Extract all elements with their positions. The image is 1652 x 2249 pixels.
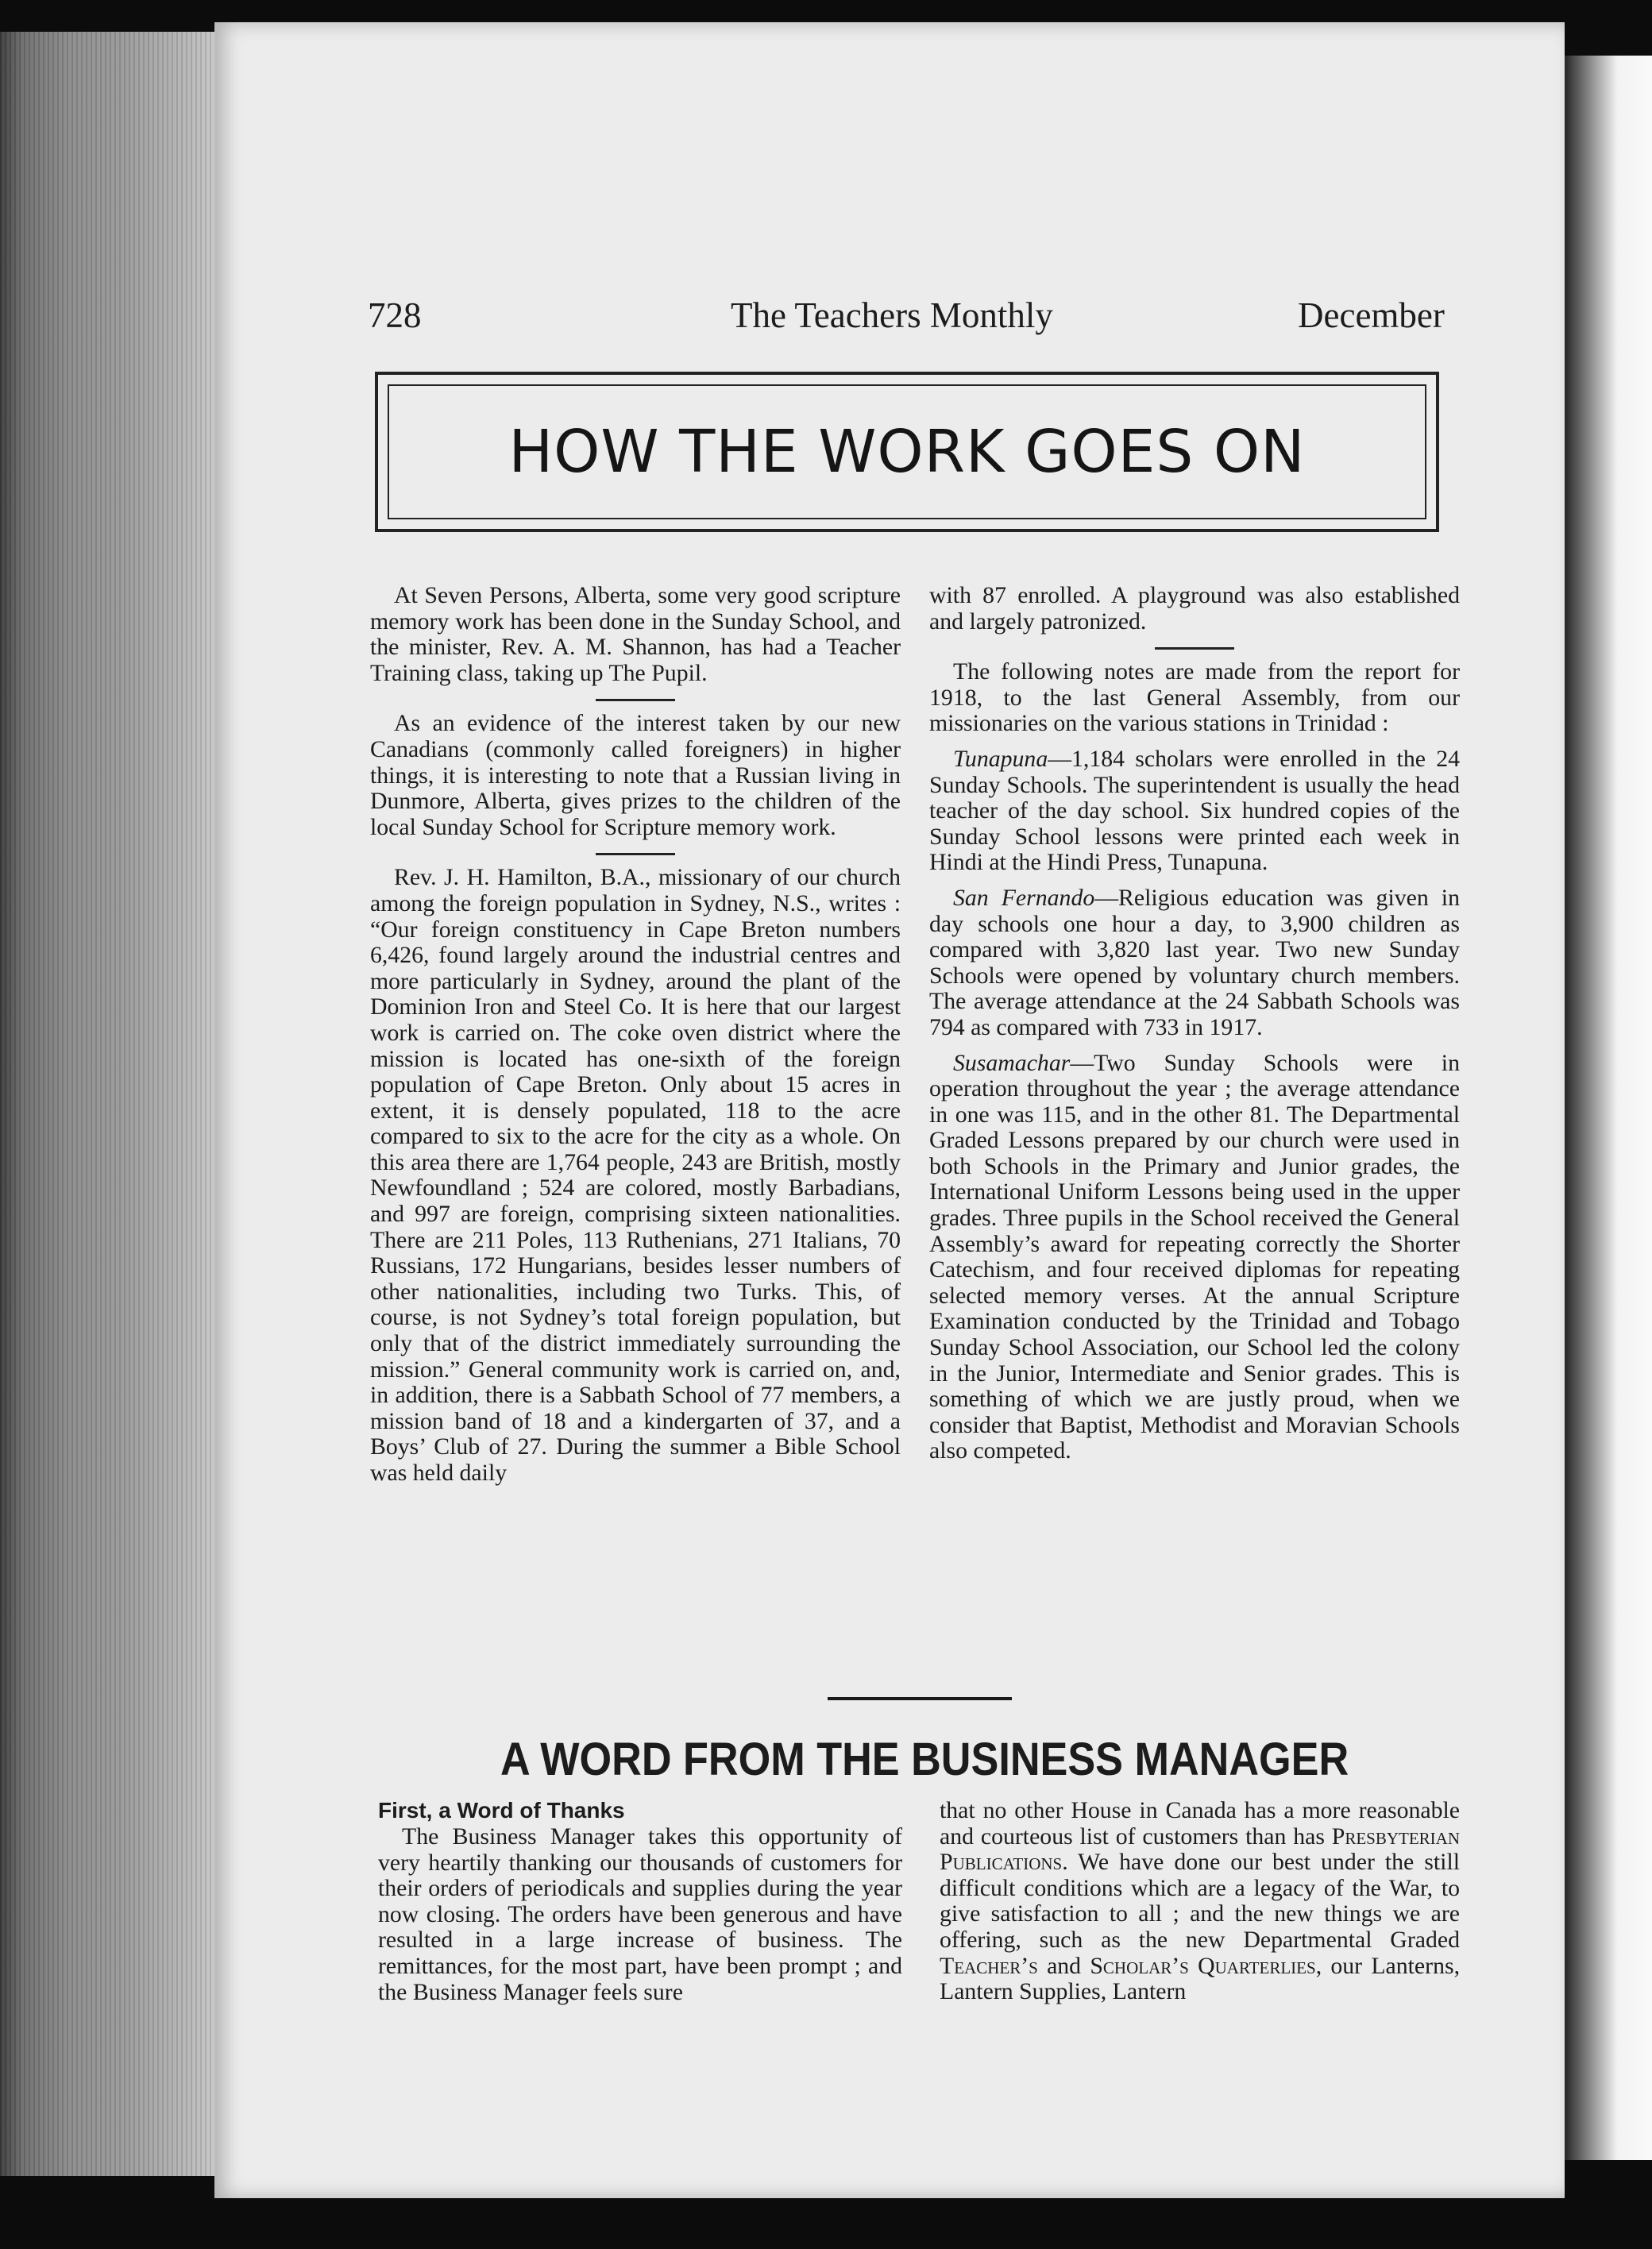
paragraph-hamilton: Rev. J. H. Hamilton, B.A., missionary of our church among the foreign population in Sydney, N.S., writes : “Our foreign constituency in Cape Breton numbers 6,426, found largely around the industrial centres and more particularly in Sydney, around the plant of the Dominion Iron and Steel Co. It is here that our largest work is carried on. The coke oven district where the mission is located has one-sixth of the foreign population of Cape Breton. Only about 15 acres in extent, it is densely populated, 118 to the acre compared to six to the acre for the city as a whole. On this area there are 1,764 people, 243 are British, mostly Newfoundland ; 524 are colored, mostly Barbadians, and 997 are foreign, comprising sixteen nationalities. There are 211 Poles, 113 Ruthenians, 271 Italians, 70 Russians, 172 Hungarians, besides lesser numbers of other nationalities, including two Turks. This, of course, is not Sydney’s total foreign population, but only that of the district immediately surrounding the mission.” General community work is carried on, and, in addition, there is a Sabbath School of 77 members, a mission band of 18 and a kindergarten of 37, and a Boys’ Club of 27. During the summer a Bible School was held daily: [370, 864, 901, 1486]
paragraph-text: , our Lanterns, Lantern Supplies, Lantern: [940, 1952, 1461, 2005]
issue-month: December: [1298, 295, 1445, 335]
right-column: [929, 583, 1460, 1464]
business-right-column: [940, 1798, 1460, 2005]
place-name-susamachar: Susamachar: [953, 1049, 1071, 1076]
publisher-name: Presbyterian Publications: [940, 1823, 1460, 1876]
product-scholars-quarterlies: Scholar’s Quarterlies: [1090, 1952, 1316, 1979]
paragraph-text: that no other House in Canada has a more reasonable and courteous list of customers than has: [940, 1797, 1460, 1850]
paragraph-thanks: The Business Manager takes this opportunity of very heartily thanking our thousands of customers for their orders of periodicals and supplies during the year now closing. The orders have been generous and have resulted in a large increase of business. The remittances, for the most part, have been prompt ; and the Business Manager feels sure: [378, 1823, 902, 2005]
book-page-stack: [0, 32, 230, 2176]
paragraph-playground: with 87 enrolled. A playground was also established and largely patronized.: [929, 582, 1460, 635]
divider: [596, 853, 675, 855]
paragraph-san-fernando: [929, 885, 1460, 1041]
place-name-tunapuna: Tunapuna: [953, 745, 1048, 772]
subheading-thanks: First, a Word of Thanks: [378, 1798, 625, 1823]
paragraph-text: and: [1047, 1952, 1082, 1979]
paragraph-text: —1,184 scholars were enrolled in the 24 Sunday Schools. The superintendent is usually the head teacher of the day school. Six hundred copies of the Sunday School lessons were printed each week in Hindi at the Hindi Press, Tunapuna.: [929, 745, 1460, 876]
page-number: 728: [368, 295, 422, 335]
paragraph-seven-persons: At Seven Persons, Alberta, some very good scripture memory work has been done in the Sunday School, and the minister, Rev. A. M. Shannon, has had a Teacher Training class, taking up The Pupil.: [370, 582, 901, 686]
paragraph-susamachar: [929, 1051, 1460, 1465]
paragraph-trinidad-intro: The following notes are made from the report for 1918, to the last General Assembly, from our missionaries on the various stations in Trinidad :: [929, 658, 1460, 737]
facing-page-edge: [1565, 56, 1652, 2160]
business-manager-title: A WORD FROM THE BUSINESS MANAGER: [500, 1734, 1349, 1785]
left-column: [370, 583, 901, 1487]
paragraph-customers: [940, 1798, 1460, 2005]
place-name-san-fernando: San Fernando: [953, 884, 1095, 911]
product-teachers: Teacher’s: [940, 1952, 1038, 1979]
paragraph-text: —Two Sunday Schools were in operation throughout the year ; the average attendance in one was 115, and in the other 81. The Departmental Graded Lessons prepared by our church were used in both Schools in the Primary and Junior grades, the International Uniform Lessons being used in the upper grades. Three pupils in the School received the General Assembly’s award for repeating correctly the Shorter Catechism, and four received diplomas for repeating selected memory verses. At the annual Scripture Examination conducted by the Trinidad and Tobago Sunday School Association, our School led the colony in the Junior, Intermediate and Senior grades. This is something of which we are justly proud, when we consider that Baptist, Methodist and Moravian Schools also competed.: [929, 1049, 1460, 1464]
paragraph-text: . We have done our best under the still difficult conditions which are a legacy of the War, to give satisfaction to all ; and the new things we are offering, such as the new Departmental Graded: [940, 1849, 1460, 1953]
section-divider: [828, 1697, 1012, 1700]
paragraph-tunapuna: [929, 746, 1460, 876]
divider: [1155, 647, 1234, 650]
section-title-inner-frame: [388, 384, 1426, 519]
journal-title: The Teachers Monthly: [731, 295, 1053, 335]
paragraph-text: —Religious education was given in day schools one hour a day, to 3,900 children as compared with 3,820 last year. Two new Sunday Schools were opened by voluntary church members. The average attendance at the 24 Sabbath Schools was 794 as compared with 733 in 1917.: [929, 884, 1460, 1040]
section-title-frame: [375, 372, 1439, 532]
business-left-column: [378, 1824, 902, 2005]
paragraph-dunmore: As an evidence of the interest taken by our new Canadians (commonly called foreigners) in higher things, it is interesting to note that a Russian living in Dunmore, Alberta, gives prizes to the children of the local Sunday School for Scripture memory work.: [370, 710, 901, 840]
section-title: HOW THE WORK GOES ON: [508, 418, 1306, 486]
divider: [596, 699, 675, 701]
